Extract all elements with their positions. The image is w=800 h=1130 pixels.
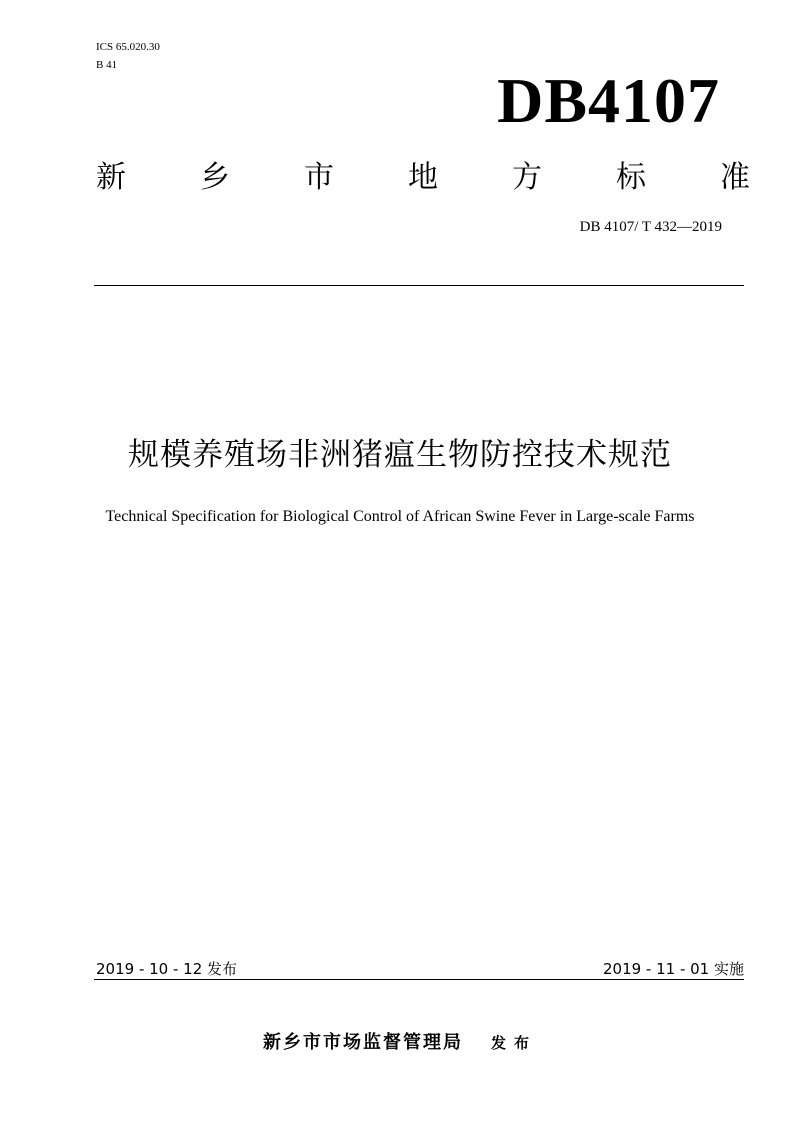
header-divider [94,285,744,286]
footer-divider [94,979,744,980]
standard-type-char: 准 [720,160,750,195]
ics-classification: ICS 65.020.30 [96,41,160,53]
standard-type-char: 市 [304,160,334,195]
publisher-line [0,1030,800,1056]
document-title-english: Technical Specification for Biological Control of African Swine Fever in Large-scale Farms [105,508,695,525]
standard-type-heading [96,158,750,198]
standard-type-char: 标 [616,160,646,195]
standard-type-char: 地 [408,160,438,195]
standard-code: DB4107 [497,65,720,136]
publisher-name: 新乡市市场监督管理局 [262,1032,463,1053]
implementation-date: 2019 - 11 - 01 实施 [602,960,744,978]
standard-type-char: 方 [512,160,542,195]
standard-type-char: 新 [96,160,126,195]
document-title-chinese: 规模养殖场非洲猪瘟生物防控技术规范 [128,437,672,473]
standard-type-char: 乡 [200,160,230,195]
standard-number: DB 4107/ T 432—2019 [579,219,722,235]
ccs-classification: B 41 [96,59,118,71]
publish-label: 发布 [490,1034,537,1052]
issue-date: 2019 - 10 - 12 发布 [96,960,238,978]
